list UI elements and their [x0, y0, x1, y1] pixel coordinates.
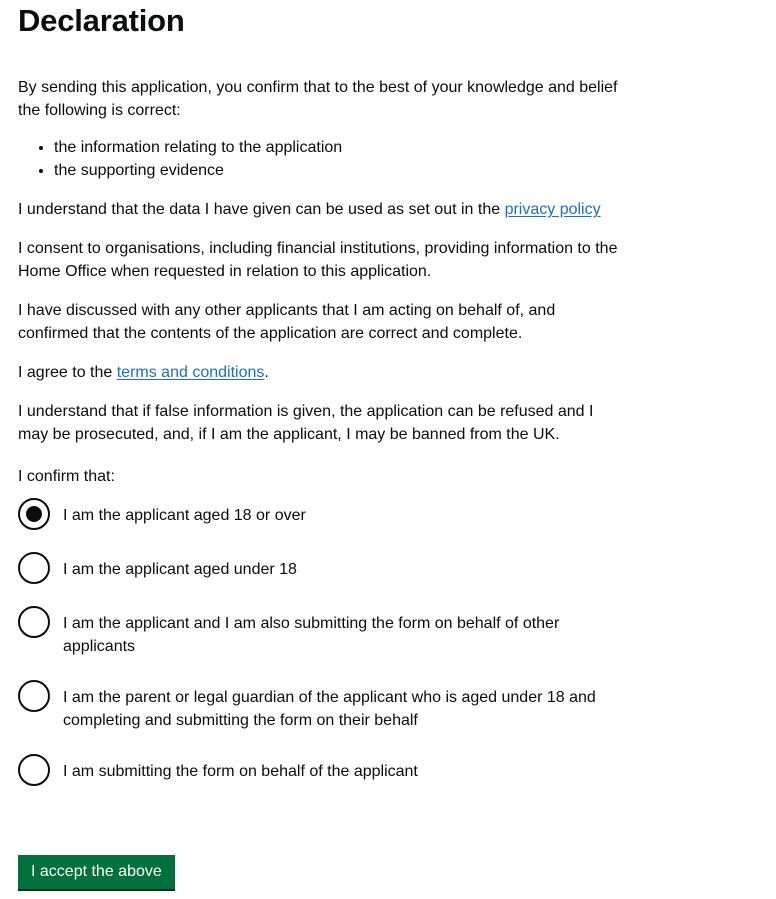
radio-label[interactable]: I am the applicant aged 18 or over	[63, 507, 306, 524]
privacy-policy-link[interactable]: privacy policy	[504, 201, 601, 218]
confirmation-list	[18, 136, 658, 182]
radio-applicant-and-others[interactable]	[18, 606, 658, 658]
confirm-label: I confirm that:	[18, 468, 115, 485]
list-item: • the information relating to the application	[54, 136, 658, 159]
radio-on-behalf-of-applicant[interactable]	[18, 754, 658, 786]
radio-button[interactable]	[18, 680, 50, 712]
radio-applicant-under-18[interactable]	[18, 552, 658, 584]
page-title: Declaration	[18, 3, 185, 38]
radio-parent-or-guardian[interactable]	[18, 680, 658, 732]
radio-button[interactable]	[18, 606, 50, 638]
accept-button[interactable]: I accept the above	[18, 855, 175, 889]
intro-text: By sending this application, you confirm that to the best of your knowledge and belief the following is correct:	[18, 79, 618, 119]
radio-label[interactable]: I am the applicant aged under 18	[63, 561, 297, 578]
radio-applicant-18-or-over[interactable]	[18, 498, 658, 530]
consent-paragraph: I consent to organisations, including financial institutions, providing information to the Home Office when requested in relation to this application.	[18, 240, 618, 280]
radio-label[interactable]: I am the applicant and I am also submitting the form on behalf of other applicants	[63, 615, 560, 655]
terms-and-conditions-link[interactable]: terms and conditions	[116, 364, 265, 381]
radio-button[interactable]	[18, 754, 50, 786]
radio-label[interactable]: I am submitting the form on behalf of the applicant	[63, 763, 418, 780]
false-information-paragraph: I understand that if false information is given, the application can be refused and I may be prosecuted, and, if I am the applicant, I may be banned from the UK.	[18, 403, 594, 443]
radio-button[interactable]	[18, 498, 50, 530]
terms-prefix-text: I agree to the	[18, 364, 117, 381]
data-usage-paragraph	[18, 198, 628, 221]
discussed-paragraph: I have discussed with any other applicants that I am acting on behalf of, and confirmed that the contents of the application are correct and complete.	[18, 302, 556, 342]
confirm-radio-group	[18, 498, 658, 786]
radio-button[interactable]	[18, 552, 50, 584]
terms-paragraph	[18, 361, 628, 384]
declaration-page	[18, 0, 658, 786]
terms-suffix-text: .	[264, 364, 269, 381]
list-item: • the supporting evidence	[54, 159, 658, 182]
radio-label[interactable]: I am the parent or legal guardian of the applicant who is aged under 18 and completing and submitting the form on their behalf	[63, 689, 596, 729]
data-usage-text: I understand that the data I have given can be used as set out in the	[18, 201, 505, 218]
